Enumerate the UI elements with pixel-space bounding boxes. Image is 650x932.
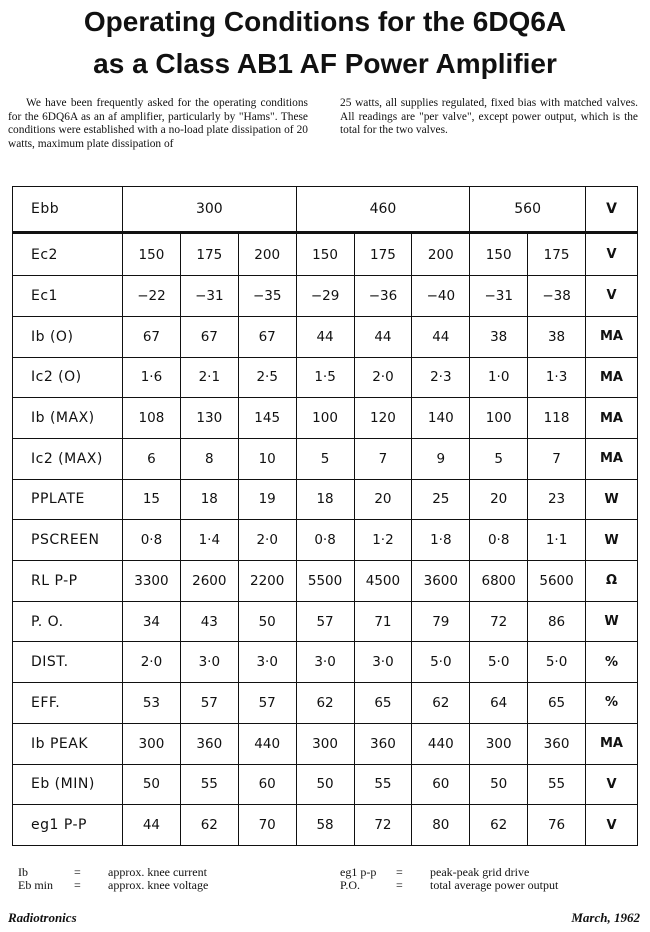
table-cell: 1·2 [354,520,412,561]
table-cell: 5·0 [470,642,528,683]
row-label: Eb (MIN) [13,764,123,805]
table-cell: 44 [123,805,181,846]
table-cell: 150 [296,233,354,276]
table-cell: 2·0 [238,520,296,561]
table-row [13,479,638,520]
table-cell: 100 [470,398,528,439]
table-cell: 2·5 [238,357,296,398]
table-cell: 1·0 [470,357,528,398]
table-cell: 64 [470,683,528,724]
table-cell: 79 [412,601,470,642]
table-cell: 440 [412,723,470,764]
table-cell: 7 [354,438,412,479]
table-row [13,805,638,846]
row-unit: MA [586,723,638,764]
table-cell: 43 [180,601,238,642]
table-cell: 62 [470,805,528,846]
table-row [13,276,638,317]
legend-eq: = [74,878,81,892]
table-cell: 70 [238,805,296,846]
table-cell: 108 [123,398,181,439]
row-label: Ic2 (O) [13,357,123,398]
table-cell: 0·8 [470,520,528,561]
table-cell: 175 [354,233,412,276]
row-unit: V [586,276,638,317]
table-cell: 0·8 [296,520,354,561]
table-cell: 2·1 [180,357,238,398]
table-cell: 2·0 [123,642,181,683]
table-cell: 57 [180,683,238,724]
table-cell: 72 [354,805,412,846]
table-cell: 1·8 [412,520,470,561]
footer-date: March, 1962 [571,910,640,925]
table-cell: 130 [180,398,238,439]
table-cell: −22 [123,276,181,317]
header-group-560: 560 [470,187,586,233]
row-unit: V [586,805,638,846]
row-unit: % [586,642,638,683]
table-cell: 5·0 [528,642,586,683]
table-cell: 440 [238,723,296,764]
table-cell: 175 [528,233,586,276]
table-cell: 5 [296,438,354,479]
table-cell: 300 [123,723,181,764]
legend-key: Ib [18,865,28,879]
table-cell: 57 [296,601,354,642]
table-cell: 15 [123,479,181,520]
table-cell: 67 [238,316,296,357]
table-cell: 38 [528,316,586,357]
intro-paragraph-left: We have been frequently asked for the operating conditions for the 6DQ6A as an af amplifier, particularly by "Hams". These conditions were established with a no-load plate dissipation of 20 watts, maximum plate dissipation of [8,97,308,150]
table-cell: 6 [123,438,181,479]
table-cell: −31 [470,276,528,317]
table-cell: 140 [412,398,470,439]
table-cell: 5600 [528,561,586,602]
table-cell: 86 [528,601,586,642]
table-cell: 3·0 [296,642,354,683]
table-cell: 1·3 [528,357,586,398]
legend-item [18,879,208,892]
legend-eq: = [396,878,403,892]
legend-desc: approx. knee current [108,865,207,879]
table-cell: 3·0 [238,642,296,683]
table-cell: 1·5 [296,357,354,398]
table-cell: 120 [354,398,412,439]
table-cell: 3300 [123,561,181,602]
table-cell: 60 [238,764,296,805]
table-cell: 1·1 [528,520,586,561]
legend-eq: = [396,865,403,879]
table-cell: 1·4 [180,520,238,561]
table-cell: 62 [412,683,470,724]
table-cell: 2·0 [354,357,412,398]
table-cell: 5 [470,438,528,479]
row-unit: MA [586,357,638,398]
legend-desc: approx. knee voltage [108,878,209,892]
legend-right [340,866,558,892]
table-cell: 44 [412,316,470,357]
row-unit: % [586,683,638,724]
table-cell: 23 [528,479,586,520]
table-cell: −38 [528,276,586,317]
table-cell: 62 [296,683,354,724]
row-label: eg1 P-P [13,805,123,846]
row-unit: MA [586,438,638,479]
table-cell: 62 [180,805,238,846]
row-unit: V [586,764,638,805]
table-cell: 20 [354,479,412,520]
table-cell: 80 [412,805,470,846]
table-cell: 72 [470,601,528,642]
table-cell: 118 [528,398,586,439]
table-cell: 44 [354,316,412,357]
table-cell: 200 [412,233,470,276]
table-cell: 1·6 [123,357,181,398]
row-unit: W [586,479,638,520]
table-cell: 76 [528,805,586,846]
row-label: EFF. [13,683,123,724]
legend-key: eg1 p-p [340,865,377,879]
table-row [13,520,638,561]
table-row [13,438,638,479]
table-cell: 300 [296,723,354,764]
table-cell: −31 [180,276,238,317]
table-row [13,316,638,357]
table-cell: 55 [180,764,238,805]
row-label: PPLATE [13,479,123,520]
table-cell: 175 [180,233,238,276]
table-cell: 4500 [354,561,412,602]
table-cell: 65 [354,683,412,724]
row-unit: W [586,601,638,642]
row-label: DIST. [13,642,123,683]
table-header-row [13,187,638,233]
table-cell: 100 [296,398,354,439]
legend-left [18,866,208,892]
table-cell: 5500 [296,561,354,602]
page-title-line-2: as a Class AB1 AF Power Amplifier [93,48,557,79]
legend-desc: peak-peak grid drive [430,865,530,879]
table-cell: 360 [528,723,586,764]
table-cell: 55 [528,764,586,805]
table-cell: 360 [180,723,238,764]
table-cell: 53 [123,683,181,724]
table-cell: 150 [470,233,528,276]
header-group-300: 300 [123,187,297,233]
row-unit: MA [586,398,638,439]
table-cell: 360 [354,723,412,764]
row-unit: W [586,520,638,561]
table-row [13,233,638,276]
table-cell: 67 [180,316,238,357]
table-cell: 145 [238,398,296,439]
table-cell: 6800 [470,561,528,602]
table-cell: 300 [470,723,528,764]
table-cell: 2·3 [412,357,470,398]
table-cell: 38 [470,316,528,357]
table-cell: 3·0 [180,642,238,683]
table-cell: 18 [180,479,238,520]
table-cell: −29 [296,276,354,317]
table-cell: 8 [180,438,238,479]
table-cell: −35 [238,276,296,317]
table-cell: 67 [123,316,181,357]
operating-conditions-table [12,186,638,846]
table-cell: 3·0 [354,642,412,683]
table-row [13,764,638,805]
table-cell: −36 [354,276,412,317]
table-cell: 71 [354,601,412,642]
legend-key: Eb min [18,878,53,892]
row-label: Ec1 [13,276,123,317]
row-unit: V [586,233,638,276]
intro-paragraph-right: 25 watts, all supplies regulated, fixed bias with matched valves. All readings are "per valve", except power output, which is the total for the two valves. [340,97,638,137]
footer-publication: Radiotronics [8,910,77,925]
row-unit: Ω [586,561,638,602]
table-cell: 3600 [412,561,470,602]
table-cell: 19 [238,479,296,520]
table-cell: 50 [470,764,528,805]
legend-item [340,879,558,892]
row-label: Ib PEAK [13,723,123,764]
row-label: Ec2 [13,233,123,276]
row-label: Ib (MAX) [13,398,123,439]
table-row [13,398,638,439]
table-cell: 60 [412,764,470,805]
table-cell: 65 [528,683,586,724]
table-cell: 200 [238,233,296,276]
table-cell: 34 [123,601,181,642]
table-cell: −40 [412,276,470,317]
table-cell: 44 [296,316,354,357]
table-row [13,683,638,724]
header-label-ebb: Ebb [13,187,123,233]
row-unit: MA [586,316,638,357]
table-cell: 2200 [238,561,296,602]
table-cell: 7 [528,438,586,479]
table-cell: 5·0 [412,642,470,683]
table-cell: 55 [354,764,412,805]
table-row [13,561,638,602]
table-cell: 9 [412,438,470,479]
header-group-460: 460 [296,187,470,233]
table-cell: 58 [296,805,354,846]
row-label: Ic2 (MAX) [13,438,123,479]
legend-key: P.O. [340,878,361,892]
table-cell: 150 [123,233,181,276]
legend-eq: = [74,865,81,879]
table-cell: 25 [412,479,470,520]
table-row [13,723,638,764]
table-row [13,642,638,683]
table-cell: 20 [470,479,528,520]
table-cell: 50 [123,764,181,805]
row-label: RL P-P [13,561,123,602]
table-row [13,357,638,398]
table-cell: 2600 [180,561,238,602]
row-label: PSCREEN [13,520,123,561]
table-cell: 50 [296,764,354,805]
table-row [13,601,638,642]
table-cell: 0·8 [123,520,181,561]
legend-desc: total average power output [430,878,559,892]
header-unit: V [586,187,638,233]
table-cell: 50 [238,601,296,642]
table-cell: 57 [238,683,296,724]
page-title-line-1: Operating Conditions for the 6DQ6A [83,6,567,37]
row-label: P. O. [13,601,123,642]
table-cell: 10 [238,438,296,479]
table-cell: 18 [296,479,354,520]
row-label: Ib (O) [13,316,123,357]
